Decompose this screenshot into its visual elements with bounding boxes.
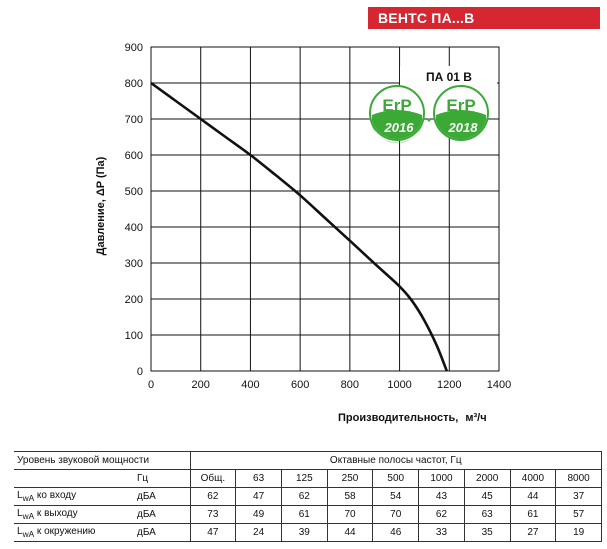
cell: 57 [556, 506, 602, 524]
y-tick-label: 0 [136, 366, 143, 378]
x-tick-label: 800 [340, 379, 360, 391]
row-label: $L_{wA}$ ко входу [14, 488, 134, 506]
row-label: $L_{wA}$ к выходу [14, 506, 134, 524]
cell: 39 [281, 524, 327, 542]
y-tick-label: 900 [124, 42, 143, 54]
erp-2016-text: ErP [382, 96, 412, 115]
col-header: 8000 [556, 470, 602, 488]
table-row [14, 488, 602, 506]
cell: 58 [327, 488, 373, 506]
brand-badge: ВЕНТС ПА...В [368, 7, 600, 29]
cell: 46 [373, 524, 419, 542]
y-tick-label: 600 [124, 150, 143, 162]
sound-table-title: Уровень звуковой мощности [14, 452, 134, 470]
cell: 70 [327, 506, 373, 524]
row-unit: дБА [134, 488, 190, 506]
col-header: 250 [327, 470, 373, 488]
y-tick-label: 500 [124, 186, 143, 198]
cell: 27 [510, 524, 556, 542]
row-unit: дБА [134, 506, 190, 524]
cell: 63 [464, 506, 510, 524]
cell: 44 [510, 488, 556, 506]
cell: 24 [236, 524, 282, 542]
sound-table-bands-header: Октавные полосы частот, Гц [190, 452, 602, 470]
cell: 47 [190, 524, 236, 542]
y-tick-label: 300 [124, 258, 143, 270]
cell: 45 [464, 488, 510, 506]
y-tick-label: 700 [124, 114, 143, 126]
cell: 62 [190, 488, 236, 506]
cell: 61 [281, 506, 327, 524]
col-header: 4000 [510, 470, 556, 488]
columns-row-spacer [14, 470, 134, 488]
x-tick-label: 1000 [387, 379, 412, 391]
erp-2018-year: 2018 [448, 120, 478, 135]
sound-power-table [14, 451, 602, 542]
x-tick-label: 400 [241, 379, 260, 391]
x-tick-label: 1400 [486, 379, 512, 391]
row-unit: дБА [134, 524, 190, 542]
cell: 44 [327, 524, 373, 542]
x-tick-label: 0 [147, 379, 155, 391]
fan-performance-chart [0, 30, 607, 440]
logo-separator-dot [428, 119, 431, 122]
y-tick-label: 800 [124, 78, 143, 90]
erp-2018-logo [434, 86, 488, 140]
cell: 47 [236, 488, 282, 506]
x-tick-label: 600 [290, 379, 310, 391]
cell: 61 [510, 506, 556, 524]
y-tick-label: 200 [124, 294, 143, 306]
col-header: 2000 [464, 470, 510, 488]
cell: 43 [419, 488, 465, 506]
cell: 62 [281, 488, 327, 506]
table-row [14, 506, 602, 524]
model-label: ПА 01 В [426, 70, 472, 84]
sound-table-columns-row [14, 470, 602, 488]
table-row [14, 524, 602, 542]
cell: 62 [419, 506, 465, 524]
cell: 70 [373, 506, 419, 524]
col-header: Общ. [190, 470, 236, 488]
x-tick-label: 1200 [437, 379, 462, 391]
sound-table-header-row [14, 452, 602, 470]
x-tick-label: 200 [191, 379, 210, 391]
x-axis-label-unit: м³/ч [465, 412, 487, 424]
cell: 54 [373, 488, 419, 506]
y-axis-label: Давление, ΔP (Па) [95, 156, 107, 256]
erp-2018-text: ErP [446, 96, 476, 115]
cell: 49 [236, 506, 282, 524]
y-tick-label: 100 [124, 330, 143, 342]
cell: 33 [419, 524, 465, 542]
cell: 35 [464, 524, 510, 542]
col-header: 125 [281, 470, 327, 488]
cell: 73 [190, 506, 236, 524]
cell: 37 [556, 488, 602, 506]
col-header: 500 [373, 470, 419, 488]
x-axis-label-text: Производительность, [338, 412, 459, 424]
col-header: 63 [236, 470, 282, 488]
col-header: 1000 [419, 470, 465, 488]
columns-unit-header: Гц [134, 470, 190, 488]
erp-2016-year: 2016 [384, 120, 414, 135]
y-tick-label: 400 [124, 222, 143, 234]
x-axis-label [338, 412, 487, 424]
row-label: $L_{wA}$ к окружению [14, 524, 134, 542]
cell: 19 [556, 524, 602, 542]
